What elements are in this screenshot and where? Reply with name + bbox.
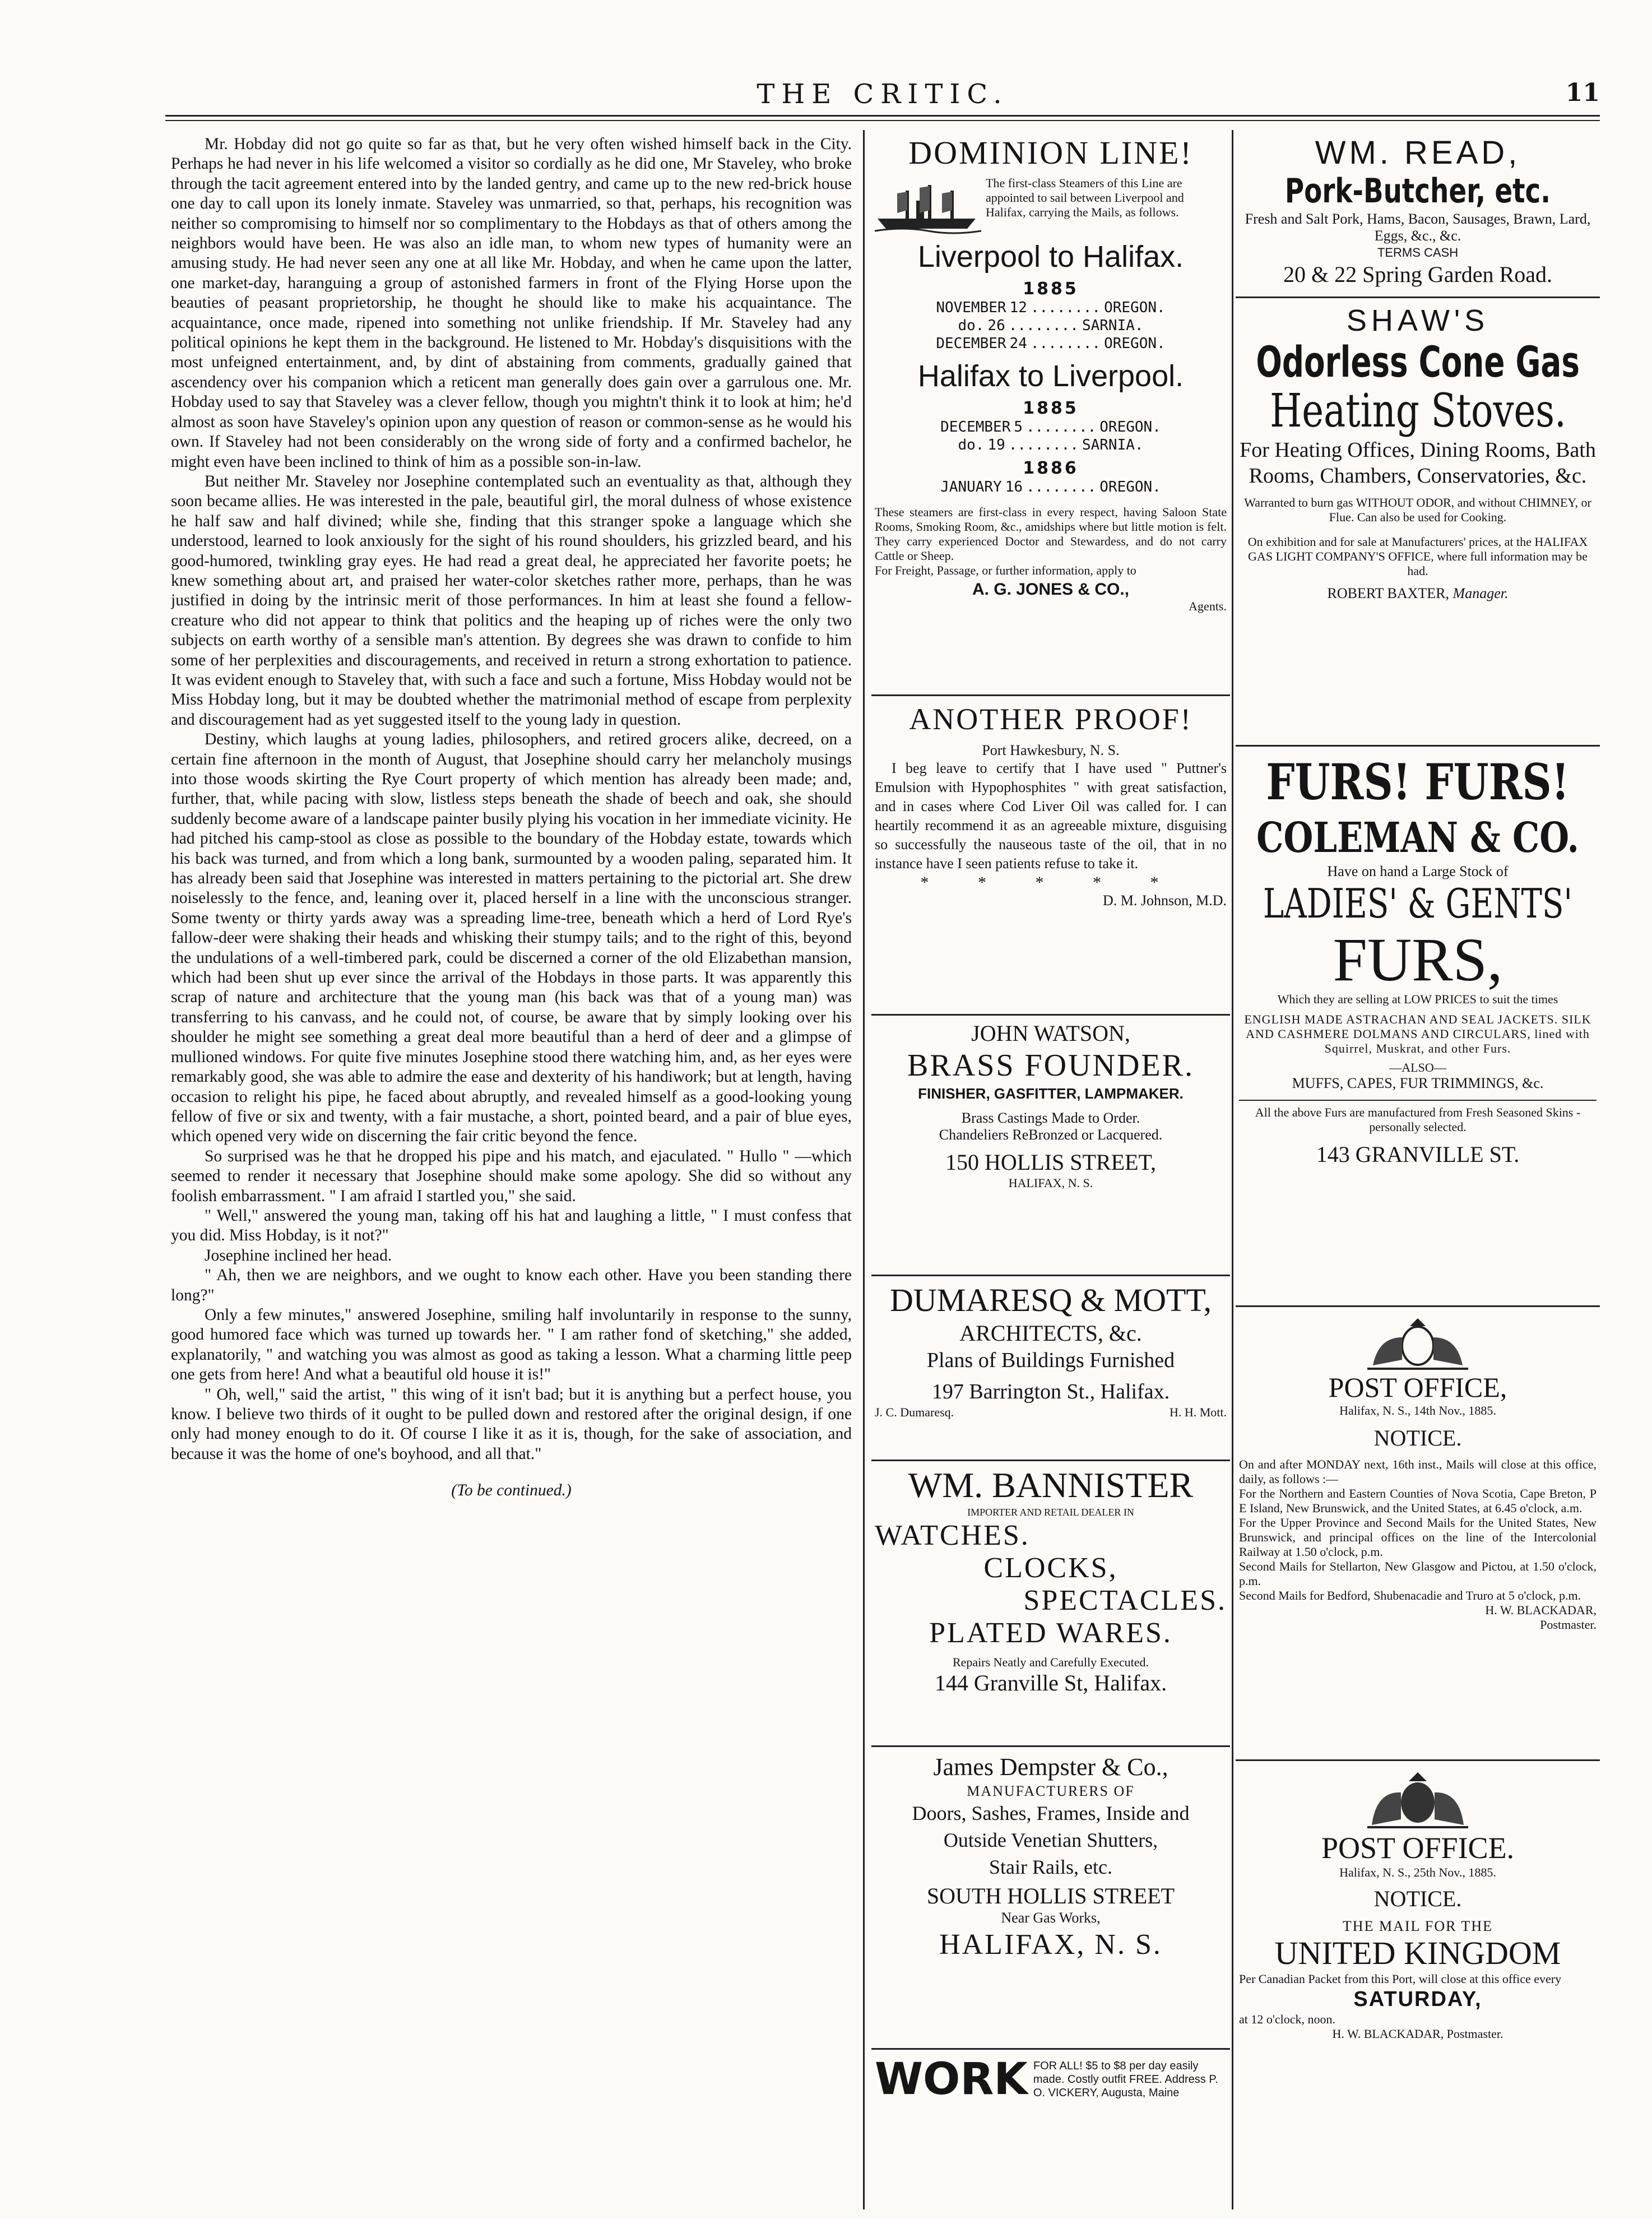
work-text: FOR ALL! $5 to $8 per day easily made. Costly outfit FREE. Address P. O. VICKERY, Augusta, Maine bbox=[1033, 2060, 1218, 2099]
ad-coleman-furs bbox=[1236, 747, 1600, 1307]
royal-crest-icon bbox=[1362, 1769, 1474, 1831]
shaw-name: SHAW'S bbox=[1346, 304, 1489, 337]
watson-city: HALIFAX, N. S. bbox=[1008, 1176, 1093, 1190]
story-paragraph: Josephine inclined her head. bbox=[205, 1246, 392, 1264]
watson-trade: BRASS FOUNDER. bbox=[907, 1048, 1194, 1083]
partner-1: J. C. Dumaresq. bbox=[875, 1405, 954, 1419]
dominion-intro: The first-class Steamers of this Line are appointed to sail between Liverpool and Halifax, carrying the Mails, as follows. bbox=[986, 176, 1184, 219]
dempster-address: SOUTH HOLLIS STREET bbox=[926, 1883, 1175, 1908]
post2-body: Per Canadian Packet from this Port, will close at this office every bbox=[1239, 1972, 1562, 1986]
read-address: 20 & 22 Spring Garden Road. bbox=[1283, 262, 1552, 287]
post1-title: POST OFFICE, bbox=[1328, 1372, 1507, 1403]
royal-crest-icon bbox=[1362, 1315, 1474, 1371]
ad-dumaresq-mott bbox=[871, 1276, 1230, 1461]
sailing-row: do. 26 ........ SARNIA. bbox=[958, 317, 1144, 334]
sailing-row: DECEMBER 5 ........ OREGON. bbox=[940, 419, 1161, 436]
dominion-agent: A. G. JONES & CO., bbox=[972, 580, 1130, 599]
story-paragraph: " Well," answered the young man, taking off his hat and laughing a little, " I must confess that you did. Miss Hobday, is it not?" bbox=[171, 1206, 852, 1245]
furs-muffs: MUFFS, CAPES, FUR TRIMMINGS, &c. bbox=[1292, 1075, 1544, 1091]
partner-2: H. H. Mott. bbox=[1169, 1405, 1227, 1419]
sailing-row: JANUARY 16 ........ OREGON. bbox=[940, 479, 1161, 495]
ad-wm-read bbox=[1236, 130, 1600, 298]
dempster-line2: Outside Venetian Shutters, bbox=[943, 1829, 1158, 1851]
shaw-desc: For Heating Offices, Dining Rooms, Bath Rooms, Chambers, Conservatories, &c. bbox=[1240, 438, 1596, 488]
shaw-line1: Odorless Cone Gas bbox=[1256, 337, 1580, 387]
work-word: WORK bbox=[875, 2054, 1028, 2105]
post2-time: at 12 o'clock, noon. bbox=[1239, 2012, 1335, 2026]
post2-date: Halifax, N. S., 25th Nov., 1885. bbox=[1339, 1865, 1496, 1879]
story-paragraph: Destiny, which laughs at young ladies, philosophers, and retired grocers alike, decreed, on a certain fine afternoon in the month of August, that Josephine should carry her melancholy musings into those woods skirting the Rye Court property of which mention has already been made; and, further, that, while pacing with slow, listless steps beneath the shade of beech and oak, she should suddenly become aware of a landscape painter busily plying his vocation in her immediate vicinity. He had pitched his camp-stool as close as possible to the boundary of the Hobday estate, towards which his back was turned, and from which a long bank, surmounted by a wooden paling, separated him. It has already been said that Josephine was interested in matters pertaining to the pictorial art. She drew noiselessly to the fence, and, leaning over it, placed herself in a line with the unconscious stranger. Some twenty or thirty yards away was a spreading lime-tree, beneath which a herd of Lord Rye's fallow-deer were shaking their heads and whisking their stumpy tails; and to the right of this, beyond the undulations of a well-timbered park, could be discerned a corner of the old Elizabethan mansion, which had been shut up ever since the arrival of the Hobdays in those parts. It was apparently this scrap of nature and architecture that the young man (his back was that of a young man) was transferring to his canvass, and he could not, of course, be aware that by simply looking over his shoulder he might see something a great deal more beautiful than a herd of deer and a glimpse of mullioned windows. For quite five minutes Josephine stood there watching him, and, as her eyes were remarkably good, she was able to admire the ease and dexterity of his handiwork; but at length, having occasion to relight his pipe, he faced about abruptly, and revealed himself as a good-looking young fellow of five or six and twenty, with a fair mustache, a short, pointed beard, and a pair of blue eyes, which opened very wide on discerning the fair critic beyond the fence. bbox=[171, 730, 852, 1146]
furs-name: COLEMAN & CO. bbox=[1256, 814, 1579, 862]
furs-stock: Have on hand a Large Stock of bbox=[1327, 863, 1509, 879]
post2-title: POST OFFICE. bbox=[1321, 1831, 1515, 1865]
dominion-notes: These steamers are first-class in every respect, having Saloon State Rooms, Smoking Room, &c., amidships where but little motion is felt. They carry experienced Doctor and Stewardess, and do not carry Cattle or Sheep. bbox=[875, 505, 1227, 563]
post1-p4: Second Mails for Stellarton, New Glasgow and Pictou, at 1.50 o'clock, p.m. bbox=[1239, 1559, 1597, 1588]
post1-p5: Second Mails for Bedford, Shubenacadie and Truro at 5 o'clock, p.m. bbox=[1239, 1588, 1581, 1602]
shaw-line2: Heating Stoves. bbox=[1269, 384, 1566, 438]
story-paragraph: So surprised was he that he dropped his pipe and his match, and ejaculated. " Hullo " —which seemed to render it necessary that Josephine should make some apology. She did so without any foolish embarrassment. " I am afraid I startled you," she said. bbox=[171, 1147, 852, 1205]
sailing-row: do. 19 ........ SARNIA. bbox=[958, 437, 1144, 453]
post1-role: Postmaster. bbox=[1540, 1618, 1597, 1632]
column-rule-2 bbox=[1232, 130, 1233, 2209]
story-paragraph: Mr. Hobday did not go quite so far as that, but he very often wished himself back in the City. Perhaps he had never in his life welcomed a visitor so cordially as he did one, Mr Staveley, who broke through the tacit agreement entered into by the landed gentry, and came up to the new red-brick house one day to call upon its lonely inmate. Staveley was unmarried, so that, perhaps, his recognition was neither so compromising to himself nor so complimentary to the Hobdays as that of others among the neighbors would have been. He was also an idle man, to whom new types of humanity were an amusing study. He had never seen any one at all like Mr. Hobday, and when he came upon the latter, one market-day, haranguing a group of astonished farmers in front of the Flying Horse upon the beauties of peasant proprietorship, he thought he should like to make his acquaintance. The acquaintance, once made, ripened into something not unlike friendship. If Mr. Staveley had any political opinions he kept them in the background. He listened to Mr. Hobday's disquisitions with the most unfeigned entertainment, and, by dint of abstaining from comments, gradually gained that ascendency over his companion which a reticent man generally does gain over a garrulous one. Mr. Hobday used to say that Staveley was a clever fellow, though you mightn't think it to look at him; he'd almost as soon have Staveley's opinion upon any question of reason or common-sense as he would his own. If Staveley had not been considerably on the wrong side of forty and a confirmed bachelor, he might even have been inclined to think of him as a possible son-in-law. bbox=[171, 135, 852, 471]
item-clocks: CLOCKS, bbox=[983, 1552, 1118, 1584]
post1-p2: For the Northern and Eastern Counties of Nova Scotia, Cape Breton, P E Island, New Brunswick, and the United States, at 6.45 o'clock, a.m. bbox=[1239, 1486, 1597, 1515]
dominion-freight: For Freight, Passage, or further information, apply to bbox=[875, 563, 1136, 577]
post2-mail: THE MAIL FOR THE bbox=[1342, 1918, 1493, 1934]
dempster-line1: Doors, Sashes, Frames, Inside and bbox=[912, 1802, 1190, 1824]
read-name: WM. READ, bbox=[1315, 135, 1521, 171]
ad-dominion-line bbox=[871, 130, 1230, 696]
ad-column-right bbox=[1236, 130, 1600, 2209]
ad-shaw-stoves bbox=[1236, 298, 1600, 747]
bannister-repairs: Repairs Neatly and Carefully Executed. bbox=[952, 1655, 1149, 1669]
ad-column-middle bbox=[871, 130, 1230, 2209]
story-paragraph: " Ah, then we are neighbors, and we ought to know each other. Have you been standing there long?" bbox=[171, 1266, 852, 1304]
post2-sign: H. W. BLACKADAR, Postmaster. bbox=[1332, 2027, 1503, 2041]
furs-address: 143 GRANVILLE ST. bbox=[1316, 1142, 1520, 1167]
read-trade: Pork-Butcher, etc. bbox=[1284, 172, 1551, 211]
proof-body: I beg leave to certify that I have used " Puttner's Emulsion with Hypophosphites " with great satisfaction, and in cases where Cod Liver Oil was called for. I can heartily recommend it as an agreeable mixture, disguising so successfully the nauseous taste of the oil, that in no instance have I seen patients refuse to take it. bbox=[875, 760, 1227, 872]
story-paragraph: But neither Mr. Staveley nor Josephine contemplated such an eventuality as that, although they soon became allies. He was interested in the pale, beautiful girl, the moral dulness of whose existence he half saw and half divined; while she, finding that this stranger spoke a language which she understood, learned to look anxiously for the sight of his round shoulders, his grizzled beard, and his good-humored, twinkling gray eyes. He had read a great deal, he appreciated her favorite poets; he knew something about art, and praised her water-color sketches rather more, perhaps, than he was justified in doing by the intrinsic merit of those performances. In him at least she found a fellow-creature who did not appear to think that politics and the heaping up of riches were the only two subjects on earth worthy of a sensible man's attention. By degrees she was drawn to confide to him some of her perplexities and discouragements, and received in return a strong exhortation to patience. It was evident enough to Staveley that, with such a face and such a fortune, Miss Hobday would not be Miss Hobday long, but it may be doubted whether the matrimonial method of escape from perplexity and discouragement had as yet suggested itself to the young lady in question. bbox=[171, 472, 852, 729]
furs-also: —ALSO— bbox=[1389, 1060, 1446, 1074]
proof-stars: * * * * * bbox=[920, 873, 1181, 892]
post1-date: Halifax, N. S., 14th Nov., 1885. bbox=[1339, 1403, 1496, 1417]
steamship-icon bbox=[875, 179, 981, 235]
post1-p1: On and after MONDAY next, 16th inst., Mails will close at this office, daily, as follows :— bbox=[1239, 1457, 1597, 1486]
dempster-line3: Stair Rails, etc. bbox=[989, 1856, 1112, 1878]
ad-post-office-2 bbox=[1236, 1761, 1600, 2153]
watson-line2: Chandeliers ReBronzed or Lacquered. bbox=[939, 1127, 1163, 1143]
dumaresq-address: 197 Barrington St., Halifax. bbox=[931, 1380, 1170, 1403]
bannister-address: 144 Granville St, Halifax. bbox=[934, 1670, 1167, 1695]
route-liverpool-halifax: Liverpool to Halifax. bbox=[917, 240, 1184, 274]
watson-name: JOHN WATSON, bbox=[971, 1021, 1130, 1046]
shaw-warrant: Warranted to burn gas WITHOUT ODOR, and without CHIMNEY, or Flue. Can also be used for Cooking. bbox=[1244, 495, 1591, 524]
post1-p3: For the Upper Province and Second Mails for the United States, New Brunswick, and principal offices on the line of the Intercolonial Railway at 1.50 o'clock, p.m. bbox=[1239, 1516, 1597, 1559]
read-terms: TERMS CASH bbox=[1377, 245, 1459, 260]
item-spectacles: SPECTACLES. bbox=[1023, 1585, 1227, 1616]
post2-kingdom: UNITED KINGDOM bbox=[1274, 1935, 1561, 1971]
dempster-sub: MANUFACTURERS OF bbox=[967, 1783, 1135, 1799]
story-paragraph: Only a few minutes," answered Josephine, smiling half involuntarily in response to the sunny, good humored face which was turned up towards her. " I am rather fond of sketching," she added, explanatorily, " and watching you was almost as good as taking a lesson. What a charming little peep one gets from here! And what a beautiful old house it is!" bbox=[171, 1305, 852, 1384]
dempster-name: James Dempster & Co., bbox=[933, 1753, 1168, 1781]
masthead bbox=[165, 78, 1600, 112]
furs-items: ENGLISH MADE ASTRACHAN AND SEAL JACKETS. SILK AND CASHMERE DOLMANS AND CIRCULARS, lined with Squirrel, Muskrat, and other Furs. bbox=[1244, 1012, 1591, 1055]
ad-post-office-1 bbox=[1236, 1307, 1600, 1761]
bannister-name: WM. BANNISTER bbox=[908, 1465, 1194, 1505]
post1-sign: H. W. BLACKADAR, bbox=[1485, 1603, 1597, 1617]
route-halifax-liverpool: Halifax to Liverpool. bbox=[917, 359, 1184, 393]
sailings-list-1 bbox=[875, 299, 1227, 353]
post2-notice: NOTICE. bbox=[1373, 1886, 1462, 1911]
sailings-list-2 bbox=[875, 418, 1227, 454]
proof-place: Port Hawkesbury, N. S. bbox=[982, 742, 1120, 758]
manager-title: Manager. bbox=[1453, 585, 1509, 601]
ad-work bbox=[871, 2050, 1230, 2111]
watson-sub: FINISHER, GASFITTER, LAMPMAKER. bbox=[918, 1085, 1184, 1102]
post2-day: SATURDAY, bbox=[1353, 1988, 1482, 2011]
story-paragraph: " Oh, well," said the artist, " this wing of it isn't bad; but it is anything but a perfect house, you know. I believe two thirds of it ought to be pulled down and restored after the original design, if one only had money enough to do it. Of course I like it as it is, though, for the sake of association, and because it was the home of one's boyhood, and all that." bbox=[171, 1385, 852, 1463]
year-1886: 1886 bbox=[1023, 458, 1079, 478]
manager-name: ROBERT BAXTER, bbox=[1327, 585, 1450, 601]
shaw-exhibit: On exhibition and for sale at Manufacturers' prices, at the HALIFAX GAS LIGHT COMPANY'S OFFICE, where full information may be had. bbox=[1247, 535, 1588, 578]
ad-title: DOMINION LINE! bbox=[908, 135, 1193, 171]
sailing-row: DECEMBER 24 ........ OREGON. bbox=[936, 335, 1166, 352]
ad-title: ANOTHER PROOF! bbox=[909, 702, 1192, 736]
bannister-sub: IMPORTER AND RETAIL DEALER IN bbox=[967, 1507, 1134, 1518]
furs-line1: LADIES' & GENTS' bbox=[1263, 880, 1573, 927]
watson-address: 150 HOLLIS STREET, bbox=[945, 1150, 1156, 1175]
dempster-city: HALIFAX, N. S. bbox=[939, 1929, 1162, 1961]
item-watches: WATCHES. bbox=[875, 1520, 1030, 1551]
dominion-agents-label: Agents. bbox=[1189, 599, 1227, 613]
read-body: Fresh and Salt Pork, Hams, Bacon, Sausages, Brawn, Lard, Eggs, &c., &c. bbox=[1245, 211, 1591, 244]
to-be-continued: (To be continued.) bbox=[451, 1481, 572, 1500]
dempster-near: Near Gas Works, bbox=[1001, 1910, 1101, 1926]
dumaresq-name: DUMARESQ & MOTT, bbox=[889, 1282, 1212, 1318]
dumaresq-trade: ARCHITECTS, &c. bbox=[959, 1321, 1142, 1346]
post1-notice: NOTICE. bbox=[1373, 1425, 1462, 1451]
proof-signature: D. M. Johnson, M.D. bbox=[1102, 892, 1227, 909]
ad-another-proof bbox=[871, 696, 1230, 1016]
ad-wm-bannister bbox=[871, 1461, 1230, 1747]
watson-line1: Brass Castings Made to Order. bbox=[961, 1110, 1140, 1126]
newspaper-title: THE CRITIC. bbox=[757, 78, 1009, 110]
year-1885-b: 1885 bbox=[1023, 399, 1079, 418]
furs-title: FURS! FURS! bbox=[1266, 753, 1570, 811]
ad-james-dempster bbox=[871, 1747, 1230, 2050]
column-rule-1 bbox=[863, 130, 865, 2209]
page-number: 11 bbox=[1565, 78, 1600, 107]
furs-prices: Which they are selling at LOW PRICES to suit the times bbox=[1277, 992, 1558, 1006]
dumaresq-plans: Plans of Buildings Furnished bbox=[926, 1349, 1175, 1372]
item-plated-wares: PLATED WARES. bbox=[929, 1617, 1172, 1649]
serial-story bbox=[171, 135, 852, 2119]
furs-line2: FURS, bbox=[1333, 925, 1503, 994]
furs-note: All the above Furs are manufactured from Fresh Seasoned Skins - personally selected. bbox=[1239, 1100, 1597, 1134]
year-1885: 1885 bbox=[1023, 279, 1079, 299]
sailing-row: NOVEMBER 12 ........ OREGON. bbox=[936, 299, 1166, 316]
ad-john-watson bbox=[871, 1016, 1230, 1276]
masthead-rule bbox=[165, 115, 1600, 121]
